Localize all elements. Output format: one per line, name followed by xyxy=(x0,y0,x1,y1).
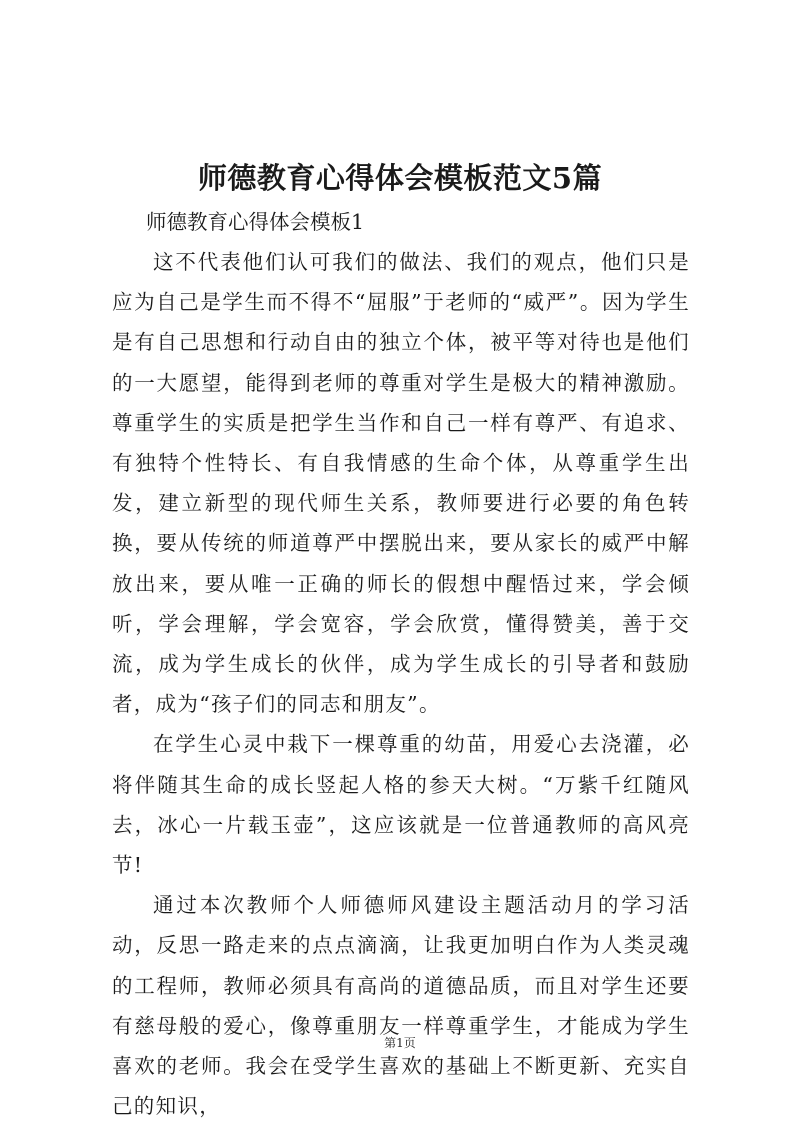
paragraph-3: 通过本次教师个人师德师风建设主题活动月的学习活动，反思一路走来的点点滴滴，让我更加明白作为人类灵魂的工程师，教师必须具有高尚的道德品质，而且对学生还要有慈母般的爱心，像尊重朋友一样尊重学生，才能成为学生喜欢的老师。我会在受学生喜欢的基础上不断更新、充实自己的知识， xyxy=(112,893,690,1119)
document-body xyxy=(112,202,690,1126)
page-number: 第1页 xyxy=(384,1036,416,1050)
section-heading: 师德教育心得体会模板1 xyxy=(146,210,365,234)
paragraph-1: 这不代表他们认可我们的做法、我们的观点，他们只是应为自己是学生而不得不“屈服”于老师的“威严”。因为学生是有自己思想和行动自由的独立个体，被平等对待也是他们的一大愿望，能得到老师的尊重对学生是极大的精神激励。尊重学生的实质是把学生当作和自己一样有尊严、有追求、有独特个性特长、有自我情感的生命个体，从尊重学生出发，建立新型的现代师生关系，教师要进行必要的角色转换，要从传统的师道尊严中摆脱出来，要从家长的威严中解放出来，要从唯一正确的师长的假想中醒悟过来，学会倾听，学会理解，学会宽容，学会欣赏，懂得赞美，善于交流，成为学生成长的伙伴，成为学生成长的引导者和鼓励者，成为“孩子们的同志和朋友”。 xyxy=(112,250,690,717)
document-title: 师德教育心得体会模板范文5篇 xyxy=(197,161,603,195)
paragraph-2: 在学生心灵中栽下一棵尊重的幼苗，用爱心去浇灌，必将伴随其生命的成长竖起人格的参天大树。“万紫千红随风去，冰心一片载玉壶”，这应该就是一位普通教师的高风亮节! xyxy=(112,732,690,878)
